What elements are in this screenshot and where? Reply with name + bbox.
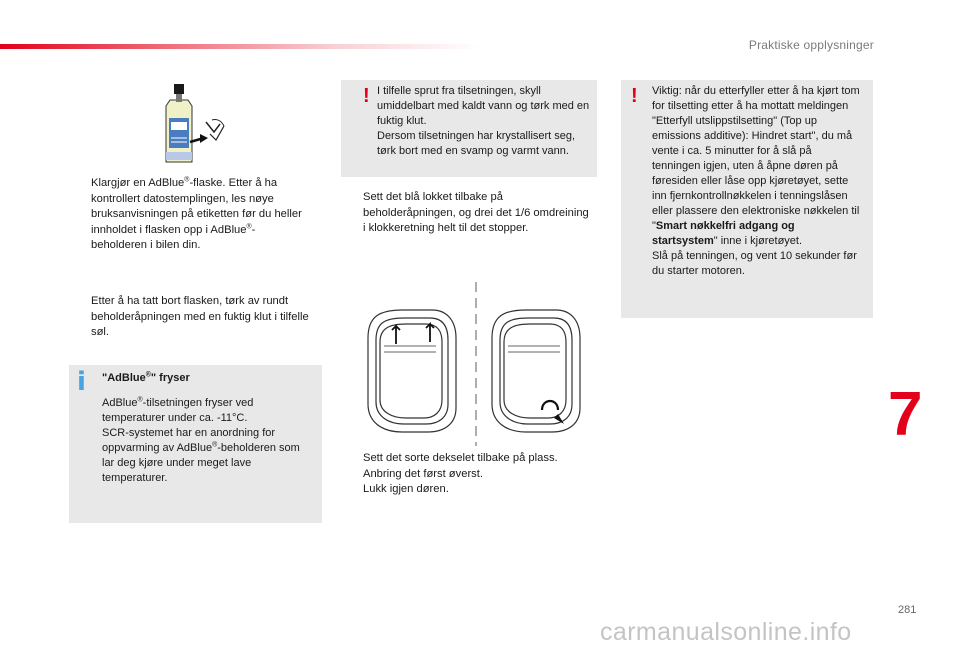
step-prepare-bottle: [70, 176, 310, 254]
step-refit-blue-cap: [342, 190, 592, 237]
warning-box-splash: [341, 80, 597, 177]
warning-icon: !: [363, 85, 370, 107]
filler-cover-illustration: [362, 282, 582, 446]
warning-box-restart: [621, 80, 873, 318]
header-accent-bar: [0, 44, 480, 49]
adblue-bottle-illustration: [160, 82, 230, 164]
bullet-arrow-icon: [70, 294, 79, 341]
section-title: Praktiske opplysninger: [748, 38, 874, 52]
step-text: Sett det blå lokket tilbake på beholderåpningen, og drei det 1/6 omdreining i klokkeretning helt til det stopper.: [363, 191, 589, 234]
step-refit-black-cover: [342, 451, 592, 482]
bullet-arrow-icon: [342, 451, 351, 482]
info-icon: i: [77, 367, 86, 397]
step-text: Klargjør en AdBlue®-flaske. Etter å ha kontrollert datostemplingen, les nøye bruksanvisningen på etiketten før du heller innholdet i flasken opp i AdBlue®-beholderen i bilen din.: [91, 176, 302, 251]
info-box-heading: "AdBlue®" fryser: [102, 371, 190, 384]
bullet-arrow-icon: [342, 482, 351, 498]
step-text: Etter å ha tatt bort flasken, tørk av rundt beholderåpningen med en fuktig klut i tilfelle søl.: [91, 295, 309, 338]
warning-icon: !: [631, 85, 638, 107]
bullet-arrow-icon: [70, 176, 79, 254]
info-box-freezing: [69, 365, 322, 523]
watermark-text: carmanualsonline.info: [600, 618, 852, 646]
bullet-arrow-icon: [342, 190, 351, 237]
info-box-text: AdBlue®-tilsetningen fryser ved temperaturer under ca. -11°C. SCR-systemet har en anordning for oppvarming av AdBlue®-beholderen som lar deg kjøre under meget lave temperaturer.: [102, 396, 300, 484]
step-text: Lukk igjen døren.: [363, 483, 449, 495]
step-text: Sett det sorte dekselet tilbake på plass. Anbring det først øverst.: [363, 452, 558, 480]
page-number: 281: [898, 604, 917, 616]
step-wipe-opening: [70, 294, 310, 341]
warning-box-text: Viktig: når du etterfyller etter å ha kjørt tom for tilsetting etter å ha mottatt meldingen "Etterfyll utslippstilsetting" (Top up emissions additive): Hindret start", du må vente i ca. 5 minutter for å slå på tenningen igjen, uten å åpne døren på føresiden eller låse opp kjøretøyet, sette inn fjernkontrollnøkkelen i tenningslåsen eller plassere den elektroniske nøkkelen til "Smart nøkkelfri adgang og startsystem" inne i kjøretøyet. Slå på tenningen, og vent 10 sekunder før du starter motoren.: [652, 85, 860, 277]
warning-box-text: I tilfelle sprut fra tilsetningen, skyll umiddelbart med kaldt vann og tørk med en fuktig klut. Dersom tilsetningen har krystallisert seg, tørk bort med en svamp og varmt vann.: [377, 85, 590, 157]
step-close-door: [342, 482, 592, 498]
chapter-number: 7: [888, 380, 923, 449]
